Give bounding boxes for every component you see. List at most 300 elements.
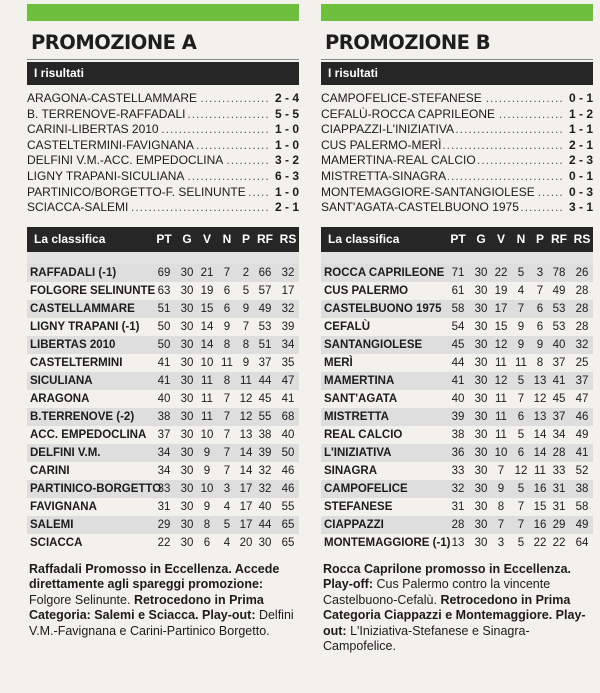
cell-g: 30: [180, 392, 194, 405]
cell-g: 30: [180, 302, 194, 315]
cell-g: 30: [474, 392, 488, 405]
cell-p: 13: [239, 428, 253, 441]
cell-p: 17: [239, 518, 253, 531]
result-row: [321, 185, 593, 201]
result-row: [27, 200, 299, 216]
cell-n: 4: [517, 284, 525, 297]
match-label: CEFALÙ-ROCCA CAPRILEONE: [321, 106, 496, 121]
table-row: [27, 390, 299, 408]
cell-p: 5: [242, 284, 250, 297]
cell-g: 30: [474, 446, 488, 459]
cell-pt: 41: [451, 374, 465, 387]
green-header-bar: [321, 4, 593, 21]
cell-rf: 37: [258, 356, 272, 369]
team-name: CUS PALERMO: [324, 284, 409, 297]
cell-p: 20: [239, 536, 253, 549]
cell-rf: 55: [258, 410, 272, 423]
match-score: 1 - 0: [274, 122, 299, 137]
cell-n: 9: [517, 320, 525, 333]
result-match: [321, 138, 563, 154]
cell-n: 5: [517, 374, 525, 387]
table-row: [321, 390, 593, 408]
table-row: [321, 516, 593, 534]
cell-pt: 51: [157, 302, 171, 315]
cell-pt: 69: [157, 266, 171, 279]
cell-g: 30: [180, 338, 194, 351]
cell-g: 30: [474, 338, 488, 351]
table-row: [27, 534, 299, 552]
table-row: [321, 534, 593, 552]
match-score: 3 - 1: [568, 200, 593, 215]
cell-p: 9: [536, 338, 544, 351]
cell-rf: 53: [552, 320, 566, 333]
cell-g: 30: [474, 536, 488, 549]
match-label: PARTINICO/BORGETTO-F. SELINUNTE: [27, 184, 246, 199]
column-promozione-a: [27, 0, 299, 639]
cell-rs: 28: [575, 320, 589, 333]
cell-v: 11: [201, 374, 213, 387]
table-row: [321, 408, 593, 426]
cell-pt: 38: [451, 428, 465, 441]
match-score: 0 - 3: [568, 184, 593, 199]
cell-v: 10: [200, 356, 214, 369]
cell-n: 12: [514, 464, 528, 477]
result-row: [27, 107, 299, 123]
cell-v: 8: [203, 518, 211, 531]
table-row: [27, 372, 299, 390]
note-text: Retrocedono in Prima Categoria: Salemi e Sciacca. Play-out:: [29, 592, 264, 623]
cell-rf: 44: [258, 374, 272, 387]
cell-p: 11: [534, 464, 546, 477]
result-row: [321, 122, 593, 138]
cell-rs: 46: [281, 482, 295, 495]
cell-rs: 38: [575, 482, 589, 495]
cell-rs: 46: [281, 464, 295, 477]
cell-v: 9: [203, 500, 211, 513]
cell-rf: 49: [552, 284, 566, 297]
cell-rf: 39: [258, 446, 272, 459]
note-text: Cus Palermo contro la vincente Castelbuono-Cefalù.: [323, 577, 551, 607]
cell-pt: 22: [157, 536, 171, 549]
match-score: 0 - 1: [568, 168, 593, 183]
match-label: SCIACCA-SALEMI: [27, 200, 129, 215]
cell-g: 30: [180, 428, 194, 441]
cell-v: 9: [203, 464, 211, 477]
cell-v: 11: [495, 392, 507, 405]
column-header-rf: RF: [551, 231, 567, 246]
result-match: [321, 153, 563, 169]
cell-rf: 41: [552, 374, 566, 387]
cell-p: 7: [242, 320, 250, 333]
cell-n: 7: [517, 392, 525, 405]
cell-p: 8: [242, 338, 250, 351]
cell-v: 10: [200, 428, 214, 441]
cell-p: 15: [533, 500, 547, 513]
green-header-bar: [27, 4, 299, 21]
cell-n: 7: [223, 446, 231, 459]
match-score: 3 - 2: [274, 153, 299, 168]
cell-rf: 33: [552, 464, 566, 477]
team-name: PARTINICO-BORGETTO: [30, 482, 162, 495]
note-text: Delfini V.M.-Favignana e Carini-Partinico Borgetto.: [29, 608, 294, 638]
table-row: [321, 264, 593, 282]
cell-v: 14: [200, 338, 214, 351]
note-text: Retrocedono in Prima Categoria Ciappazzi e Montemaggiore. Play-out:: [323, 592, 586, 638]
cell-g: 30: [180, 320, 194, 333]
cell-pt: 13: [451, 536, 465, 549]
result-match: [27, 107, 269, 123]
standings-table: [27, 227, 299, 552]
team-name: L'INIZIATIVA: [324, 446, 392, 459]
cell-n: 4: [223, 536, 231, 549]
cell-rs: 65: [281, 536, 295, 549]
cell-pt: 36: [451, 446, 465, 459]
note-text: Raffadali Promosso in Eccellenza. Accede direttamente agli spareggi promozione:: [29, 561, 280, 592]
standings-label: La classifica: [328, 231, 400, 246]
cell-g: 30: [180, 446, 194, 459]
cell-rf: 78: [552, 266, 566, 279]
cell-rf: 49: [258, 302, 272, 315]
cell-rs: 55: [281, 500, 295, 513]
cell-rf: 53: [552, 302, 566, 315]
result-row: [27, 122, 299, 138]
column-header-rs: RS: [279, 231, 297, 246]
cell-p: 11: [240, 374, 252, 387]
table-row: [321, 462, 593, 480]
cell-n: 6: [517, 446, 525, 459]
standings-label: La classifica: [34, 231, 106, 246]
match-label: CUS PALERMO-MERÌ: [321, 137, 442, 152]
table-row: [321, 480, 593, 498]
team-name: REAL CALCIO: [324, 428, 403, 441]
cell-rf: 66: [258, 266, 272, 279]
match-label: LIGNY TRAPANI-SICULIANA: [27, 168, 185, 183]
cell-g: 30: [474, 428, 488, 441]
table-row: [27, 282, 299, 300]
cell-pt: 44: [451, 356, 465, 369]
cell-n: 5: [517, 482, 525, 495]
cell-rf: 57: [258, 284, 272, 297]
table-row: [27, 408, 299, 426]
cell-rs: 35: [281, 356, 295, 369]
cell-pt: 28: [451, 518, 465, 531]
cell-pt: 39: [451, 410, 465, 423]
cell-n: 11: [221, 356, 233, 369]
column-header-v: V: [496, 231, 505, 246]
match-label: MISTRETTA-SINAGRA: [321, 168, 447, 183]
table-row: [321, 372, 593, 390]
cell-pt: 63: [157, 284, 171, 297]
result-row: [321, 169, 593, 185]
table-row: [27, 516, 299, 534]
table-row: [27, 480, 299, 498]
cell-pt: 33: [451, 464, 465, 477]
cell-p: 13: [533, 410, 547, 423]
cell-n: 3: [223, 482, 231, 495]
team-name: DELFINI V.M.: [30, 446, 101, 459]
match-label: SANT'AGATA-CASTELBUONO 1975: [321, 200, 519, 215]
cell-g: 30: [180, 266, 194, 279]
cell-g: 30: [474, 302, 488, 315]
match-score: 2 - 1: [274, 200, 299, 215]
cell-g: 30: [180, 374, 194, 387]
result-row: [27, 138, 299, 154]
cell-v: 22: [494, 266, 508, 279]
cell-rf: 40: [552, 338, 566, 351]
team-name: MAMERTINA: [324, 374, 395, 387]
cell-rf: 29: [552, 518, 566, 531]
cell-v: 15: [200, 302, 214, 315]
cell-rs: 64: [575, 536, 589, 549]
result-row: [321, 138, 593, 154]
cell-p: 6: [536, 302, 544, 315]
table-row: [321, 336, 593, 354]
result-match: [321, 91, 563, 107]
cell-rs: 32: [281, 302, 295, 315]
result-match: [321, 107, 563, 123]
cell-g: 30: [180, 482, 194, 495]
cell-v: 21: [200, 266, 214, 279]
cell-rf: 34: [552, 428, 566, 441]
team-name: FOLGORE SELINUNTE: [30, 284, 156, 297]
team-name: CAMPOFELICE: [324, 482, 408, 495]
cell-g: 30: [474, 266, 488, 279]
cell-rf: 40: [258, 500, 272, 513]
team-name: ROCCA CAPRILEONE: [324, 266, 445, 279]
table-spacer: [321, 252, 593, 264]
table-row: [27, 264, 299, 282]
cell-rs: 39: [281, 320, 295, 333]
table-spacer: [27, 252, 299, 264]
cell-pt: 54: [451, 320, 465, 333]
cell-pt: 58: [451, 302, 465, 315]
cell-n: 7: [223, 266, 231, 279]
cell-n: 6: [223, 284, 231, 297]
result-row: [27, 185, 299, 201]
cell-v: 11: [201, 410, 213, 423]
column-header-g: G: [476, 231, 486, 246]
cell-pt: 31: [157, 500, 171, 513]
cell-n: 6: [517, 410, 525, 423]
match-label: ARAGONA-CASTELLAMMARE: [27, 91, 198, 105]
league-title: PROMOZIONE A: [31, 31, 197, 54]
cell-g: 30: [474, 284, 488, 297]
result-match: [321, 169, 563, 185]
match-label: MAMERTINA-REAL CALCIO: [321, 153, 476, 168]
cell-v: 7: [497, 464, 505, 477]
team-name: RAFFADALI (-1): [30, 266, 117, 279]
cell-v: 14: [200, 320, 214, 333]
team-name: SANT'AGATA: [324, 392, 398, 405]
team-name: SALEMI: [30, 518, 74, 531]
cell-rs: 25: [575, 356, 589, 369]
cell-rf: 45: [258, 392, 272, 405]
cell-pt: 40: [157, 392, 171, 405]
cell-rs: 40: [281, 428, 295, 441]
cell-g: 30: [474, 482, 488, 495]
team-name: CASTELLAMMARE: [30, 302, 135, 315]
cell-v: 3: [497, 536, 505, 549]
result-match: [321, 185, 563, 201]
cell-rs: 28: [575, 284, 589, 297]
cell-n: 9: [223, 320, 231, 333]
result-row: [321, 107, 593, 123]
cell-g: 30: [180, 356, 194, 369]
table-row: [27, 318, 299, 336]
result-match: [27, 185, 269, 201]
divider: [27, 59, 299, 60]
cell-v: 12: [494, 338, 508, 351]
cell-v: 17: [494, 302, 508, 315]
team-name: SANTANGIOLESE: [324, 338, 423, 351]
cell-pt: 41: [157, 356, 171, 369]
cell-v: 11: [495, 428, 507, 441]
result-row: [321, 200, 593, 216]
cell-p: 14: [239, 464, 253, 477]
team-name: SINAGRA: [324, 464, 378, 477]
note-text: L'Iniziativa-Stefanese e Sinagra-Campofelice.: [323, 623, 530, 654]
cell-rf: 44: [258, 518, 272, 531]
results-header: I risultati: [321, 62, 593, 85]
cell-p: 14: [239, 446, 253, 459]
season-notes: [27, 562, 299, 640]
cell-g: 30: [180, 500, 194, 513]
result-row: [321, 153, 593, 169]
cell-pt: 31: [451, 500, 465, 513]
team-name: LIGNY TRAPANI (-1): [30, 320, 140, 333]
cell-g: 30: [474, 320, 488, 333]
cell-pt: 34: [157, 446, 171, 459]
cell-pt: 33: [157, 482, 171, 495]
cell-rs: 50: [281, 446, 295, 459]
standings-header: [27, 227, 299, 252]
table-row: [321, 498, 593, 516]
team-name: SICULIANA: [30, 374, 93, 387]
cell-rs: 58: [575, 500, 589, 513]
result-match: [27, 153, 269, 169]
cell-rs: 47: [575, 392, 589, 405]
cell-rs: 52: [575, 464, 589, 477]
team-name: CASTELBUONO 1975: [324, 302, 442, 315]
team-name: FAVIGNANA: [30, 500, 97, 513]
team-name: ACC. EMPEDOCLINA: [30, 428, 147, 441]
match-label: CAMPOFELICE-STEFANESE: [321, 91, 482, 105]
cell-rs: 32: [281, 266, 295, 279]
results-list: [321, 91, 593, 216]
cell-p: 22: [533, 536, 547, 549]
team-name: CIAPPAZZI: [324, 518, 384, 531]
match-score: 6 - 3: [274, 168, 299, 183]
divider: [321, 59, 593, 60]
cell-p: 8: [536, 356, 544, 369]
cell-pt: 45: [451, 338, 465, 351]
team-name: CASTELTERMINI: [30, 356, 123, 369]
cell-g: 30: [180, 464, 194, 477]
result-match: [27, 122, 269, 138]
cell-g: 30: [474, 410, 488, 423]
column-header-pt: PT: [156, 231, 172, 246]
cell-n: 8: [223, 338, 231, 351]
cell-pt: 41: [157, 374, 171, 387]
match-score: 5 - 5: [274, 106, 299, 121]
cell-g: 30: [180, 536, 194, 549]
cell-pt: 50: [157, 338, 171, 351]
cell-n: 8: [223, 374, 231, 387]
cell-p: 16: [533, 482, 547, 495]
column-header-p: P: [241, 231, 250, 246]
cell-g: 30: [474, 356, 488, 369]
column-header-p: P: [535, 231, 544, 246]
team-name: B.TERRENOVE (-2): [30, 410, 135, 423]
match-label: CARINI-LIBERTAS 2010: [27, 122, 159, 137]
note-text: Folgore Selinunte.: [29, 592, 134, 607]
result-row: [27, 153, 299, 169]
team-name: MISTRETTA: [324, 410, 389, 423]
cell-v: 11: [495, 410, 507, 423]
cell-p: 12: [239, 392, 253, 405]
cell-rs: 68: [281, 410, 295, 423]
cell-rs: 46: [575, 410, 589, 423]
column-header-g: G: [182, 231, 192, 246]
cell-p: 14: [533, 428, 547, 441]
cell-p: 17: [239, 500, 253, 513]
cell-p: 13: [533, 374, 547, 387]
cell-v: 6: [203, 536, 211, 549]
match-label: CIAPPAZZI-L'INIZIATIVA: [321, 122, 454, 137]
cell-p: 16: [533, 518, 547, 531]
cell-rf: 37: [552, 356, 566, 369]
cell-v: 8: [497, 500, 505, 513]
cell-n: 5: [223, 518, 231, 531]
team-name: SCIACCA: [30, 536, 83, 549]
cell-n: 7: [223, 392, 231, 405]
match-score: 1 - 0: [274, 184, 299, 199]
column-header-n: N: [516, 231, 526, 246]
match-score: 2 - 1: [568, 137, 593, 152]
cell-p: 14: [533, 446, 547, 459]
result-match: [27, 91, 269, 107]
cell-n: 7: [223, 428, 231, 441]
match-label: B. TERRENOVE-RAFFADALI: [27, 106, 186, 121]
match-score: 0 - 1: [568, 91, 593, 105]
cell-rs: 28: [575, 302, 589, 315]
table-row: [321, 318, 593, 336]
season-notes: [321, 562, 593, 655]
cell-rs: 49: [575, 518, 589, 531]
cell-p: 9: [242, 356, 250, 369]
team-name: ARAGONA: [30, 392, 90, 405]
result-match: [321, 122, 563, 138]
table-row: [321, 444, 593, 462]
cell-rf: 31: [552, 482, 566, 495]
cell-rf: 45: [552, 392, 566, 405]
table-row: [27, 462, 299, 480]
cell-pt: 38: [157, 410, 171, 423]
cell-p: 9: [242, 302, 250, 315]
cell-rf: 32: [258, 482, 272, 495]
cell-p: 2: [242, 266, 250, 279]
result-match: [27, 138, 269, 154]
column-header-rf: RF: [257, 231, 273, 246]
result-row: [27, 169, 299, 185]
cell-rs: 41: [575, 446, 589, 459]
cell-pt: 32: [451, 482, 465, 495]
cell-pt: 40: [451, 392, 465, 405]
cell-rs: 47: [281, 374, 295, 387]
cell-v: 19: [200, 284, 214, 297]
match-score: 1 - 0: [274, 137, 299, 152]
cell-rs: 32: [575, 338, 589, 351]
